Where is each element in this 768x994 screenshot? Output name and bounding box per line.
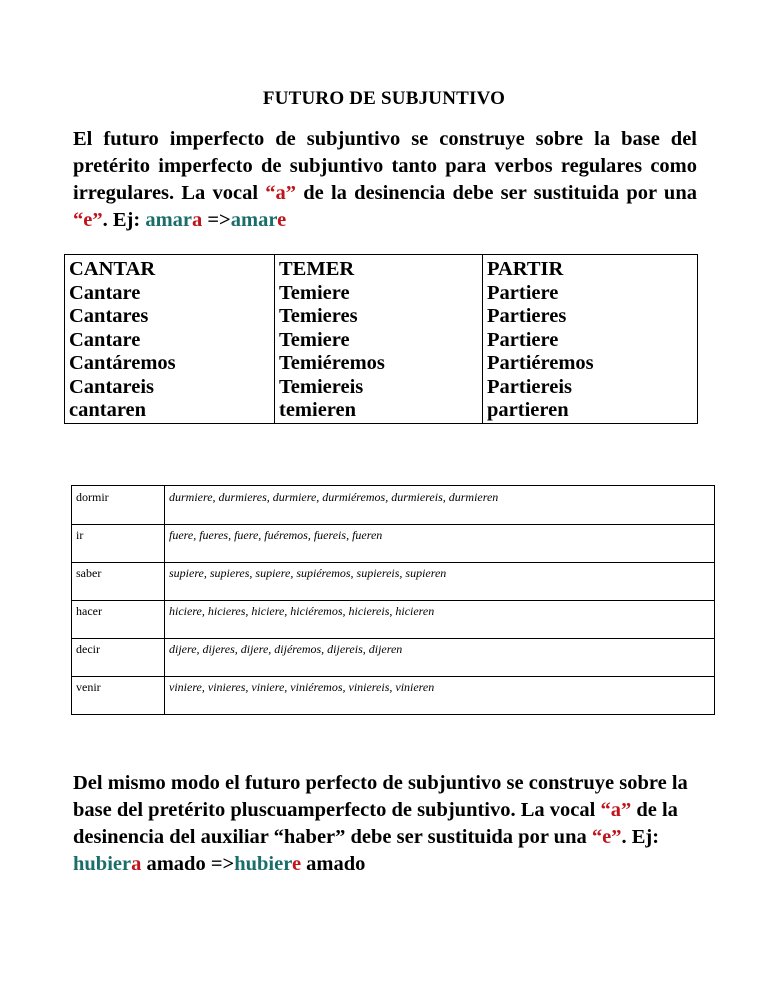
verb-form: Cantareis bbox=[69, 375, 155, 398]
page-title: FUTURO DE SUBJUNTIVO bbox=[262, 88, 506, 109]
table-row bbox=[72, 486, 715, 525]
example-arrow: => bbox=[202, 209, 231, 231]
verb-cell: saber bbox=[72, 563, 165, 601]
verb-form: Cantare bbox=[69, 328, 141, 351]
verb-cell: decir bbox=[72, 639, 165, 677]
verb-form: Cantares bbox=[69, 305, 149, 327]
example-result-stem: hubier bbox=[234, 853, 292, 875]
forms-cell: durmiere, durmieres, durmiere, durmiéremos, durmiereis, durmieren bbox=[165, 486, 715, 525]
intro-paragraph bbox=[73, 126, 697, 234]
example-stem: hubier bbox=[73, 853, 132, 875]
example-ending-e: e bbox=[277, 209, 287, 231]
verb-form: Temiéremos bbox=[279, 352, 385, 374]
verb-form: Partiéremos bbox=[487, 352, 594, 374]
outro-text-5: amado bbox=[301, 853, 366, 875]
verb-cell: hacer bbox=[72, 601, 165, 639]
column-header: TEMER bbox=[279, 258, 355, 280]
verb-cell: ir bbox=[72, 525, 165, 563]
forms-cell: viniere, vinieres, viniere, viniéremos, viniereis, vinieren bbox=[165, 677, 715, 715]
conjugation-table bbox=[64, 254, 698, 424]
outro-text-4: amado => bbox=[141, 853, 235, 875]
column-cantar bbox=[65, 255, 275, 424]
verb-form: cantaren bbox=[69, 399, 147, 421]
forms-cell: supiere, supieres, supiere, supiéremos, supiereis, supieren bbox=[165, 563, 715, 601]
example-ending-a: a bbox=[192, 209, 203, 231]
verb-form: Partiereis bbox=[487, 375, 572, 398]
outro-text-3: . Ej: bbox=[621, 826, 660, 848]
vowel-a-highlight: “a” bbox=[265, 182, 297, 204]
column-header: CANTAR bbox=[69, 258, 156, 280]
table-row bbox=[72, 525, 715, 563]
verb-cell: dormir bbox=[72, 486, 165, 525]
irregular-verbs-table bbox=[71, 485, 715, 715]
column-header: PARTIR bbox=[487, 258, 564, 280]
example-ending-a: a bbox=[131, 853, 142, 875]
table-row bbox=[72, 677, 715, 715]
forms-cell: dijere, dijeres, dijere, dijéremos, dijereis, dijeren bbox=[165, 639, 715, 677]
forms-cell: hiciere, hicieres, hiciere, hiciéremos, hiciereis, hicieren bbox=[165, 601, 715, 639]
verb-form: Partieres bbox=[487, 305, 567, 327]
verb-form: Cantare bbox=[69, 281, 141, 304]
intro-text-3: . Ej: bbox=[102, 209, 146, 231]
verb-form: temieren bbox=[279, 399, 357, 421]
verb-form: Cantáremos bbox=[69, 352, 176, 374]
verb-form: Temiereis bbox=[279, 375, 364, 398]
table-row bbox=[72, 563, 715, 601]
vowel-a-highlight: “a” bbox=[600, 799, 632, 821]
verb-form: Temieres bbox=[279, 305, 358, 327]
verb-cell: venir bbox=[72, 677, 165, 715]
verb-form: Partiere bbox=[487, 281, 559, 304]
table-row bbox=[72, 601, 715, 639]
outro-text-2: de la desinencia del auxiliar “haber” debe ser sustituida por una bbox=[73, 799, 678, 848]
forms-cell: fuere, fueres, fuere, fuéremos, fuereis, fueren bbox=[165, 525, 715, 563]
verb-form: Temiere bbox=[279, 281, 350, 304]
table-row bbox=[72, 639, 715, 677]
vowel-e-highlight: “e” bbox=[591, 826, 622, 848]
outro-paragraph bbox=[73, 770, 713, 878]
verb-form: Partiere bbox=[487, 328, 559, 351]
verb-form: Temiere bbox=[279, 328, 350, 351]
intro-text-2: de la desinencia debe ser sustituida por una bbox=[296, 182, 697, 204]
outro-text-1: Del mismo modo el futuro perfecto de subjuntivo se construye sobre la base del pretérito pluscuamperfecto de subjuntivo. La vocal bbox=[73, 772, 688, 821]
example-result-stem: amar bbox=[230, 209, 278, 231]
example-stem: amar bbox=[145, 209, 192, 231]
verb-form: partieren bbox=[487, 399, 569, 421]
column-partir bbox=[483, 255, 698, 424]
intro-text-1: El futuro imperfecto de subjuntivo se construye sobre la base del pretérito imperfecto de subjuntivo tanto para verbos regulares como irregulares. La vocal bbox=[73, 128, 697, 204]
vowel-e-highlight: “e” bbox=[73, 209, 103, 231]
column-temer bbox=[275, 255, 483, 424]
example-ending-e: e bbox=[291, 853, 302, 875]
